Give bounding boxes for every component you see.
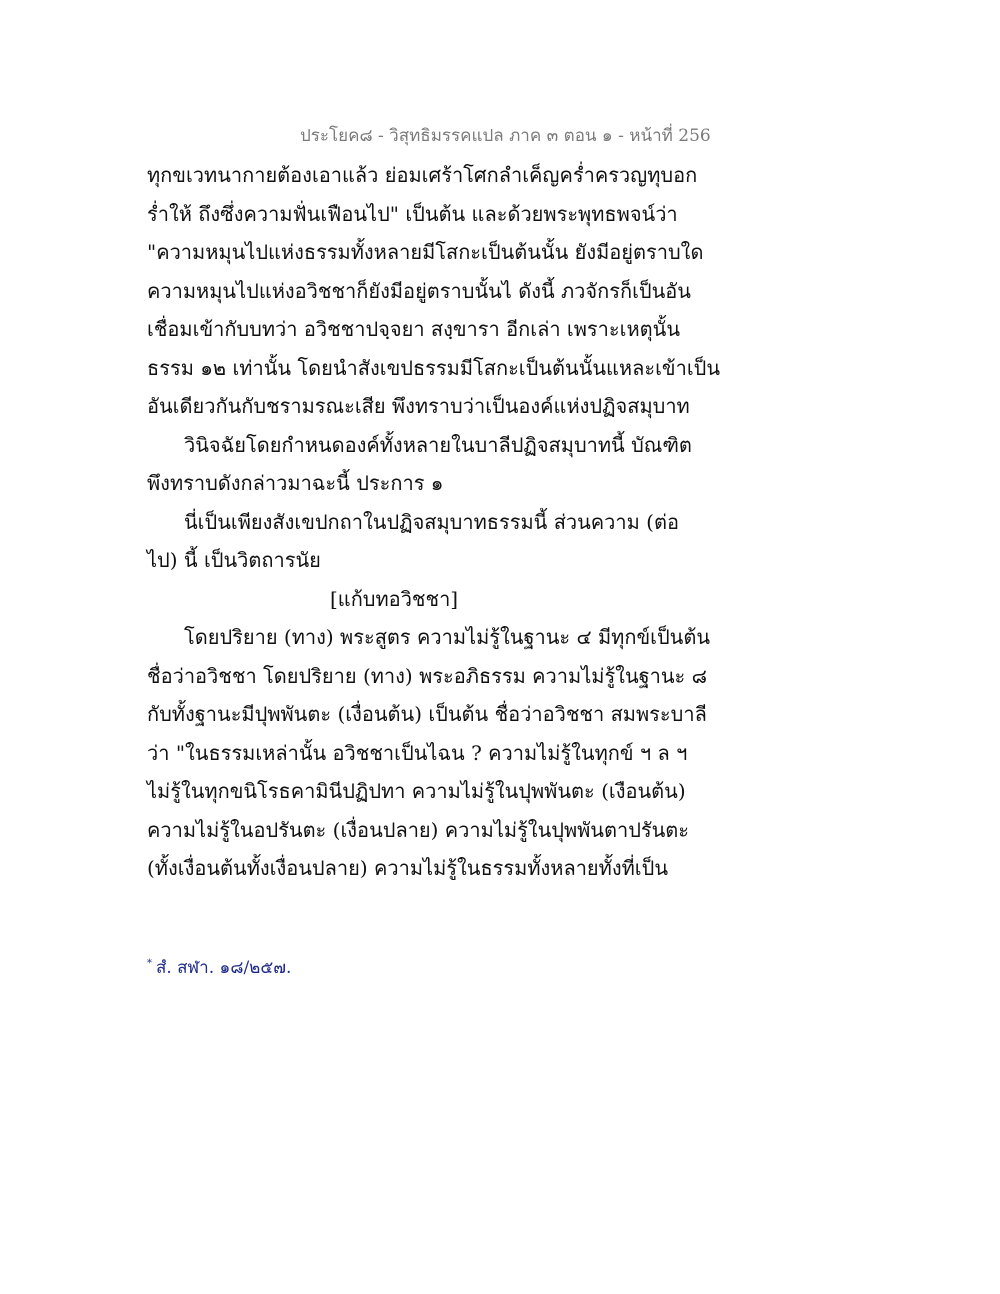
text-line: เชื่อมเข้ากับบทว่า อวิชชาปจฺจยา สงฺขารา อีกเล่า เพราะเหตุนั้น xyxy=(147,317,680,341)
text-line: ทุกขเวทนากายต้องเอาแล้ว ย่อมเศร้าโศกลำเค็ญคร่ำครวญทุบอก xyxy=(147,163,698,187)
text-line: ชื่อว่าอวิชชา โดยปริยาย (ทาง) พระอภิธรรม ความไม่รู้ในฐานะ ๘ xyxy=(147,663,708,688)
paragraph-first-line: วินิจฉัยโดยกำหนดองค์ทั้งหลายในบาลีปฏิจสมุบาทนี้ บัณฑิต xyxy=(184,432,692,457)
text-line: ธรรม ๑๒ เท่านั้น โดยนำสังเขปธรรมมีโสกะเป็นต้นนั้นแหละเข้าเป็น xyxy=(147,355,721,380)
text-line: พึงทราบดังกล่าวมาฉะนี้ ประการ ๑ xyxy=(147,471,444,495)
text-line: อันเดียวกันกับชรามรณะเสีย พึงทราบว่าเป็นองค์แห่งปฏิจสมุบาท xyxy=(147,394,690,418)
running-header: ประโยค๘ - วิสุทธิมรรคแปล ภาค ๓ ตอน ๑ - หน้าที่ 256 xyxy=(300,126,711,146)
text-line: ความไม่รู้ในอปรันตะ (เงื่อนปลาย) ความไม่รู้ในปุพพันตาปรันตะ xyxy=(147,817,690,842)
paragraph-first-line: โดยปริยาย (ทาง) พระสูตร ความไม่รู้ในฐานะ ๔ มีทุกข์เป็นต้น xyxy=(184,625,711,649)
text-line: กับทั้งฐานะมีปุพพันตะ (เงื่อนต้น) เป็นต้น ชื่อว่าอวิชชา สมพระบาลี xyxy=(147,702,707,726)
text-line: ความหมุนไปแห่งอวิชชาก็ยังมีอยู่ตราบนั้นไ ดังนี้ ภวจักรก็เป็นอัน xyxy=(147,278,691,303)
section-heading: [แก้บทอวิชชา] xyxy=(330,586,459,611)
text-line: ไป) นี้ เป็นวิตถารนัย xyxy=(147,548,321,572)
text-line: "ความหมุนไปแห่งธรรมทั้งหลายมีโสกะเป็นต้นนั้น ยังมีอยู่ตราบใด xyxy=(147,240,704,264)
text-line: (ทั้งเงื่อนต้นทั้งเงื่อนปลาย) ความไม่รู้ในธรรมทั้งหลายทั้งที่เป็น xyxy=(147,856,668,880)
text-line: ว่า "ในธรรมเหล่านั้น อวิชชาเป็นไฉน ? ความไม่รู้ในทุกข์ ฯ ล ฯ xyxy=(147,740,688,765)
footnote-text: สํ. สฬา. ๑๘/๒๕๗. xyxy=(156,958,292,978)
paragraph-first-line: นี่เป็นเพียงสังเขปกถาในปฏิจสมุบาทธรรมนี้ ส่วนความ (ต่อ xyxy=(184,509,679,534)
footnote xyxy=(147,954,291,981)
body-text xyxy=(147,156,721,888)
text-line: ร่ำให้ ถึงซึ่งความฟั่นเฟือนไป" เป็นต้น และด้วยพระพุทธพจน์ว่า xyxy=(147,201,678,226)
footnote-marker: * xyxy=(147,958,152,970)
text-line: ไม่รู้ในทุกขนิโรธคามินีปฏิปทา ความไม่รู้ในปุพพันตะ (เงือนต้น) xyxy=(147,779,686,803)
